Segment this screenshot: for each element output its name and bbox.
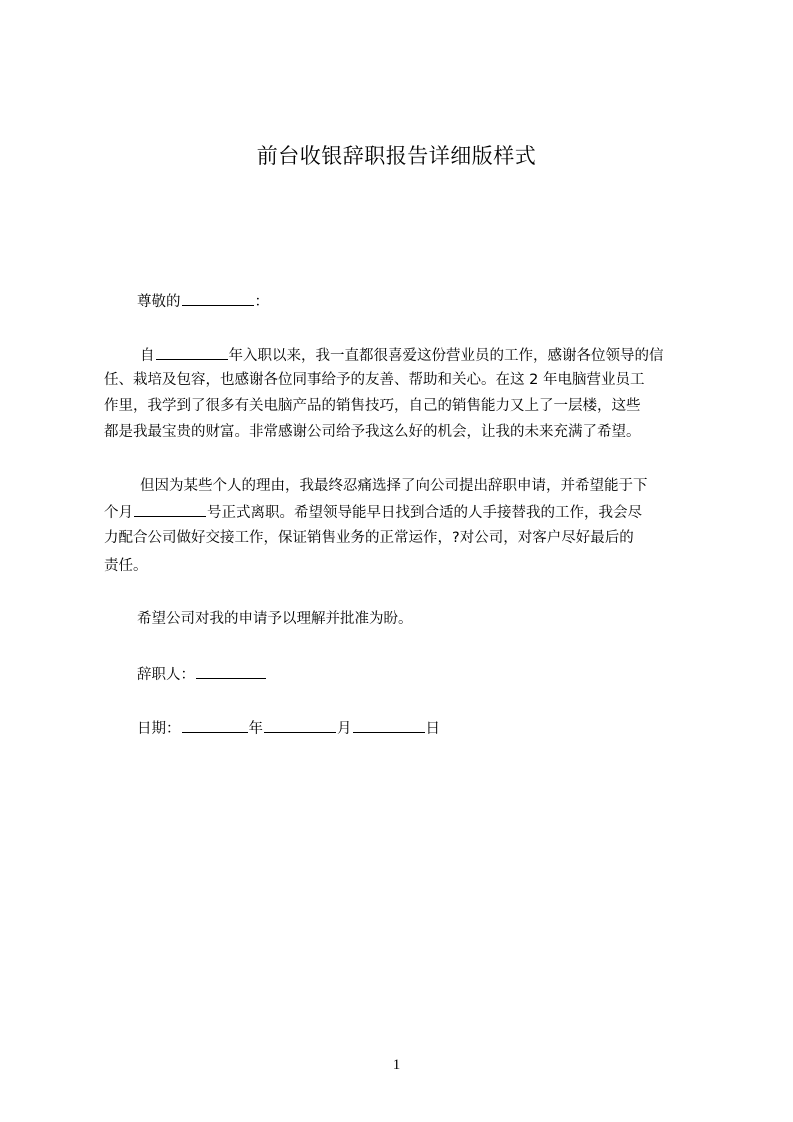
join-year-blank	[156, 345, 228, 360]
date-year-label: 年	[248, 721, 263, 737]
paragraph1-line3: 作里，我学到了很多有关电脑产品的销售技巧，自己的销售能力又上了一层楼，这些	[104, 398, 641, 414]
salutation	[137, 291, 269, 312]
date-day-label: 日	[425, 721, 440, 737]
paragraph2-line2-prefix: 个月	[104, 505, 133, 521]
paragraph1-line2: 任、栽培及包容，也感谢各位同事给予的友善、帮助和关心。在这 2 年电脑营业员工	[104, 372, 645, 388]
signature-blank	[196, 664, 266, 679]
page-number: 1	[392, 1057, 401, 1073]
salutation-prefix: 尊敬的	[137, 294, 181, 310]
paragraph2-line2	[104, 502, 642, 523]
paragraph1-line4: 都是我最宝贵的财富。非常感谢公司给予我这么好的机会，让我的未来充满了希望。	[104, 424, 641, 440]
paragraph2-line1: 但因为某些个人的理由，我最终忍痛选择了向公司提出辞职申请，并希望能于下	[140, 478, 648, 494]
leave-date-blank	[134, 502, 206, 517]
signature-label: 辞职人：	[137, 667, 195, 683]
paragraph2-line3: 力配合公司做好交接工作，保证销售业务的正常运作，?对公司，对客户尽好最后的	[104, 530, 634, 546]
date-month-label: 月	[337, 721, 352, 737]
date-day-blank	[353, 718, 425, 733]
paragraph1-line1-prefix: 自	[140, 348, 155, 364]
paragraph2-line4: 责任。	[104, 558, 148, 574]
signature-line	[137, 664, 267, 685]
date-label: 日期：	[137, 721, 181, 737]
date-year-blank	[182, 718, 248, 733]
paragraph3: 希望公司对我的申请予以理解并批准为盼。	[137, 611, 413, 627]
date-line	[137, 718, 440, 739]
paragraph2-line2-suffix: 号正式离职。希望领导能早日找到合适的人手接替我的工作，我会尽	[207, 505, 642, 521]
document-title: 前台收银辞职报告详细版样式	[256, 144, 537, 168]
date-month-blank	[264, 718, 336, 733]
recipient-blank	[182, 291, 254, 306]
salutation-suffix: ：	[254, 294, 269, 310]
paragraph1-line1-suffix: 年入职以来，我一直都很喜爱这份营业员的工作，感谢各位领导的信	[228, 348, 664, 364]
paragraph1-line1	[140, 345, 664, 366]
